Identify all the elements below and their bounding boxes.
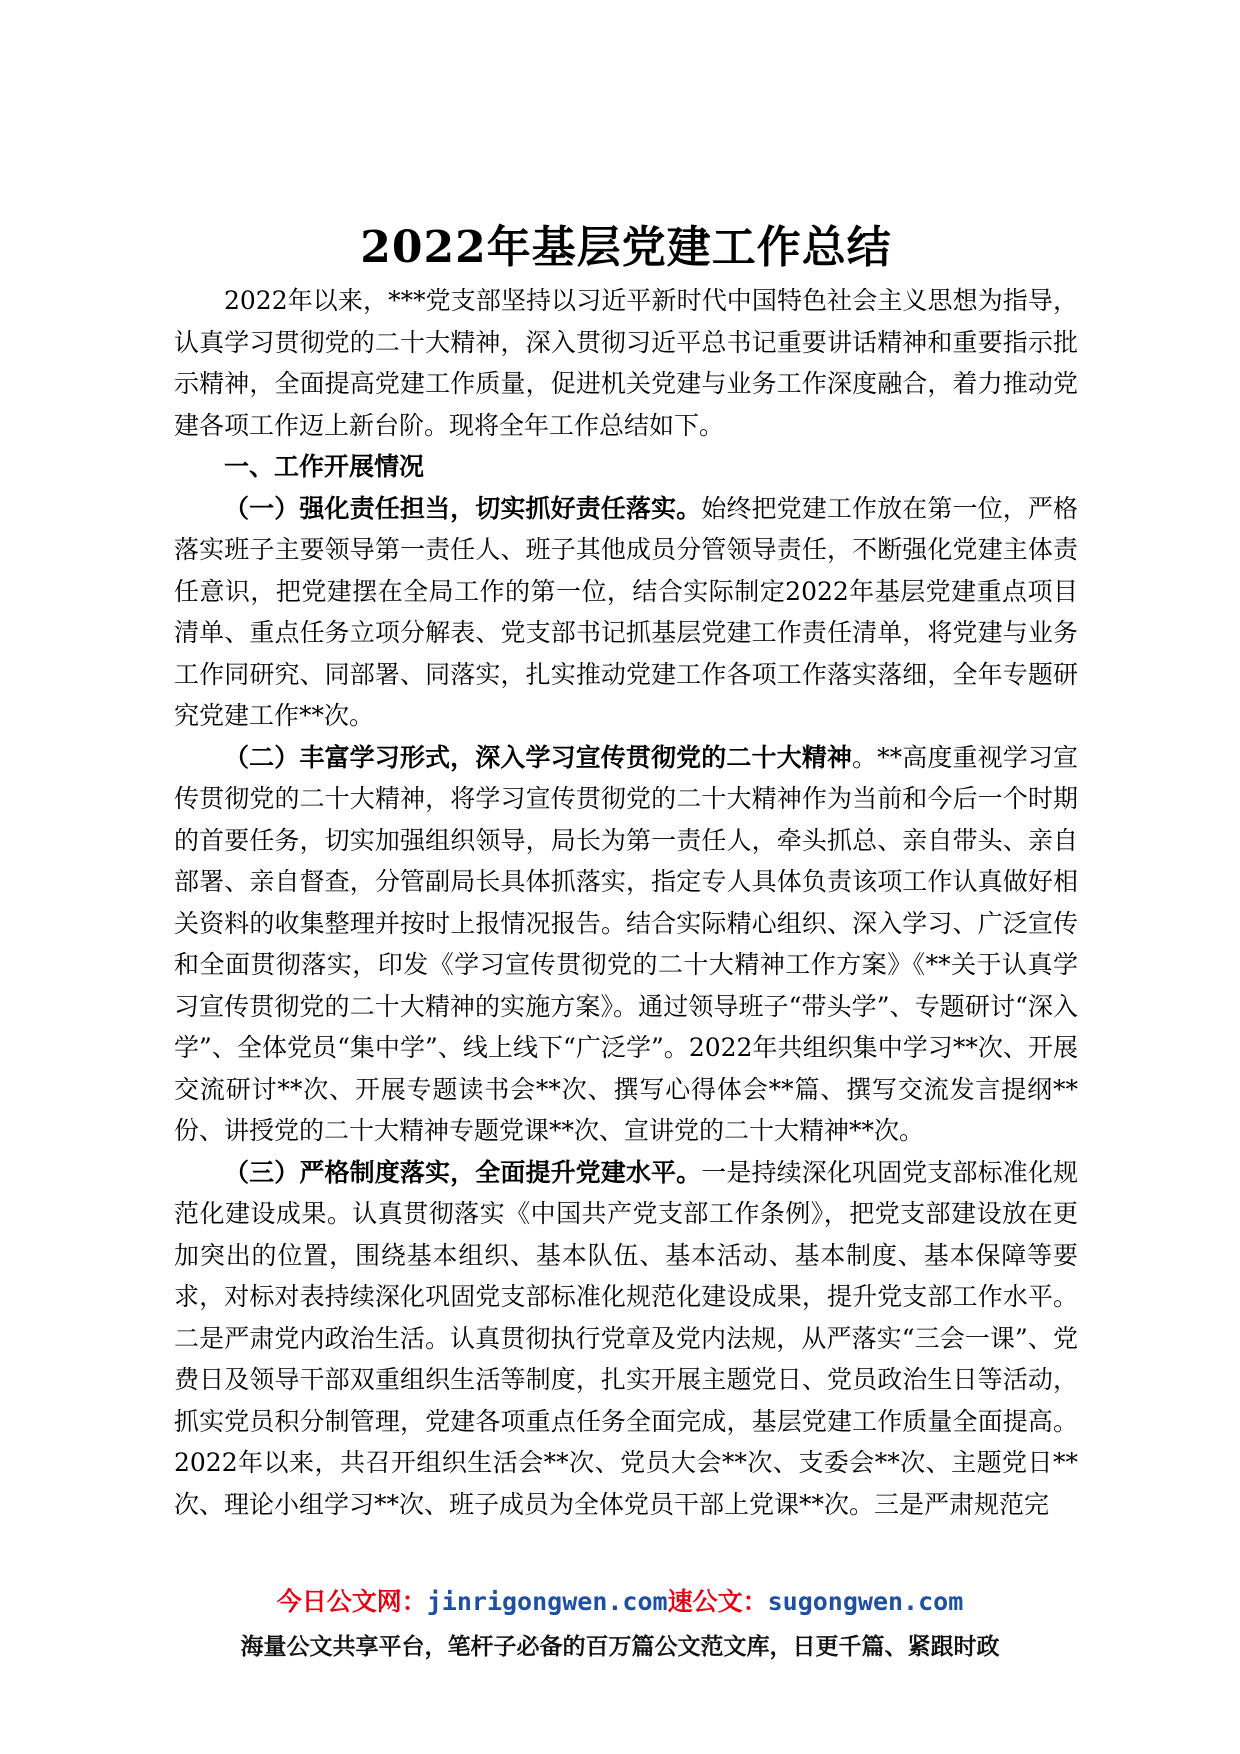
site1-link[interactable]: jinrigongwen.com <box>426 1587 668 1616</box>
item-lead-3: （三）严格制度落实，全面提升党建水平。 <box>224 1157 702 1187</box>
intro-paragraph: 2022年以来，***党支部坚持以习近平新时代中国特色社会主义思想为指导，认真学习贯彻党的二十大精神，深入贯彻习近平总书记重要讲话精神和重要指示批示精神，全面提高党建工作质量，促进机关党建与业务工作深度融合，着力推动党建各项工作迈上新台阶。现将全年工作总结如下。 <box>174 286 1078 440</box>
footer-tagline: 海量公文共享平台，笔杆子必备的百万篇公文范文库，日更千篇、紧跟时政 <box>240 1634 1000 1660</box>
item-paragraph-3 <box>174 1152 1078 1526</box>
item-body-2: 。**高度重视学习宣传贯彻党的二十大精神，将学习宣传贯彻党的二十大精神作为当前和今后一个时期的首要任务，切实加强组织领导，局长为第一责任人，牵头抓总、亲自带头、亲自部署、亲自督查，分管副局长具体抓落实，指定专人具体负责该项工作认真做好相关资料的收集整理并按时上报情况报告。结合实际精心组织、深入学习、广泛宣传和全面贯彻落实，印发《学习宣传贯彻党的二十大精神工作方案》《**关于认真学习宣传贯彻党的二十大精神的实施方案》。通过领导班子“带头学”、专题研讨“深入学”、全体党员“集中学”、线上线下“广泛学”。2022年共组织集中学习**次、开展交流研讨**次、开展专题读书会**次、撰写心得体会**篇、撰写交流发言提纲**份、讲授党的二十大精神专题党课**次、宣讲党的二十大精神**次。 <box>174 742 1078 1145</box>
footer-sites <box>0 1585 1240 1619</box>
item-body-1: 始终把党建工作放在第一位，严格落实班子主要领导第一责任人、班子其他成员分管领导责任，不断强化党建主体责任意识，把党建摆在全局工作的第一位，结合实际制定2022年基层党建重点项目清单、重点任务立项分解表、党支部书记抓基层党建工作责任清单，将党建与业务工作同研究、同部署、同落实，扎实推动党建工作各项工作落实落细，全年专题研究党建工作**次。 <box>174 493 1078 730</box>
document-title: 2022年基层党建工作总结 <box>360 222 892 273</box>
site1-name: 今日公文网： <box>276 1587 427 1616</box>
item-paragraph-2 <box>174 737 1078 1152</box>
item-lead-2: （二）丰富学习形式，深入学习宣传贯彻党的二十大精神 <box>224 742 853 772</box>
item-paragraph-1 <box>174 488 1078 737</box>
site2-name: 速公文： <box>667 1587 768 1616</box>
item-lead-1: （一）强化责任担当，切实抓好责任落实。 <box>224 493 702 523</box>
site2-link[interactable]: sugongwen.com <box>767 1587 964 1616</box>
item-body-3: 一是持续深化巩固党支部标准化规范化建设成果。认真贯彻落实《中国共产党支部工作条例》，把党支部建设放在更加突出的位置，围绕基本组织、基本队伍、基本活动、基本制度、基本保障等要求，对标对表持续深化巩固党支部标准化规范化建设成果，提升党支部工作水平。二是严肃党内政治生活。认真贯彻执行党章及党内法规，从严落实“三会一课”、党费日及领导干部双重组织生活等制度，扎实开展主题党日、党员政治生日等活动，抓实党员积分制管理，党建各项重点任务全面完成，基层党建工作质量全面提高。2022年以来，共召开组织生活会**次、党员大会**次、支委会**次、主题党日**次、理论小组学习**次、班子成员为全体党员干部上党课**次。三是严肃规范完 <box>174 1157 1078 1519</box>
document-page <box>174 218 1078 1525</box>
section-heading: 一、工作开展情况 <box>224 452 425 481</box>
